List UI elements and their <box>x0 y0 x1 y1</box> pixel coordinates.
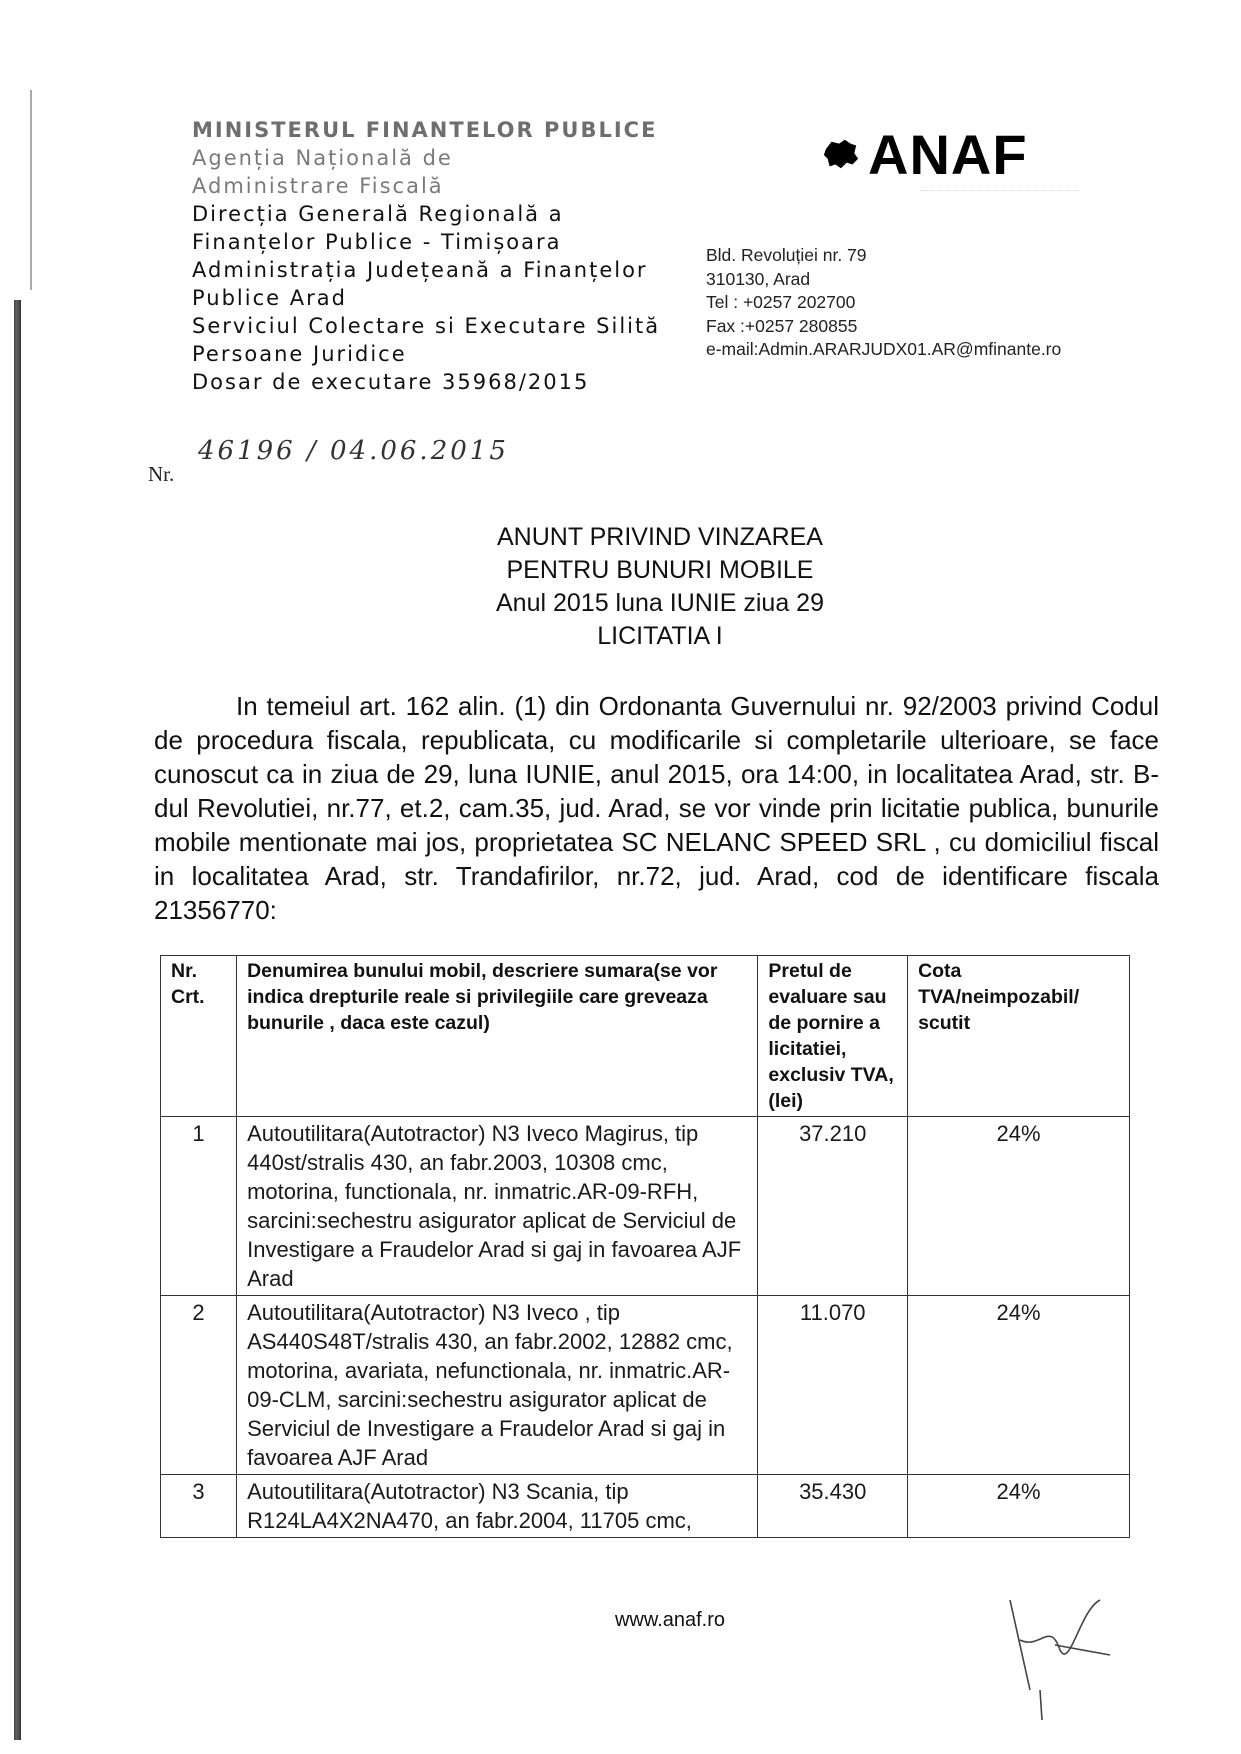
cell-description: Autoutilitara(Autotractor) N3 Iveco Magirus, tip 440st/stralis 430, an fabr.2003, 10308 cmc, motorina, functionala, nr. inmatric.AR-09-RFH, sarcini:sechestru asigurator aplicat de Serviciul de Investigare a Fraudelor Arad si gaj in favoarea AJF Arad <box>237 1117 758 1296</box>
service-line1: Serviciul Colectare si Executare Silită <box>192 314 661 338</box>
service-line2: Persoane Juridice <box>192 342 407 366</box>
cell-description: Autoutilitara(Autotractor) N3 Scania, tip R124LA4X2NA470, an fabr.2004, 11705 cmc, <box>237 1475 758 1538</box>
cell-vat: 24% <box>908 1296 1130 1475</box>
header-description: Denumirea bunului mobil, descriere sumara(se vor indica drepturile reale si privilegiile care greveaza bunurile , daca este cazul) <box>237 956 758 1117</box>
scan-edge-artifact <box>30 90 32 290</box>
table-header-row <box>161 956 1130 1117</box>
cell-vat: 24% <box>908 1475 1130 1538</box>
cell-nr: 1 <box>161 1117 237 1296</box>
announcement-title <box>300 521 1020 653</box>
anaf-logo <box>822 125 1112 185</box>
romania-map-icon <box>822 136 860 174</box>
title-line1: ANUNT PRIVIND VINZAREA <box>497 523 823 551</box>
issuer-header <box>192 116 692 396</box>
title-line4: LICITATIA I <box>597 622 723 650</box>
header-vat: Cota TVA/neimpozabil/ scutit <box>908 956 1130 1117</box>
agency-name-line2: Administrare Fiscală <box>192 174 444 198</box>
enforcement-file-number: Dosar de executare 35968/2015 <box>192 370 590 394</box>
registration-number <box>148 436 509 510</box>
anaf-logo-text: ANAF <box>868 123 1028 186</box>
goods-table <box>160 955 1130 1538</box>
body-paragraph: In temeiul art. 162 alin. (1) din Ordonanta Guvernului nr. 92/2003 privind Codul de procedura fiscala, republicata, cu modificarile si completarile ulterioare, se face cunoscut ca in ziua de 29, luna IUNIE, anul 2015, ora 14:00, in localitatea Arad, str. B-dul Revolutiei, nr.77, et.2, cam.35, jud. Arad, se vor vinde prin licitatie publica, bunurile mobile mentionate mai jos, proprietatea SC NELANC SPEED SRL , cu domiciliul fiscal in localitatea Arad, str. Trandafirilor, nr.72, jud. Arad, cod de identificare fiscala 21356770: <box>154 691 1159 925</box>
contact-address: Bld. Revoluției nr. 79 <box>706 245 867 265</box>
logo-tagline-faded <box>920 190 1080 211</box>
title-line2: PENTRU BUNURI MOBILE <box>506 556 814 584</box>
agency-name-line1: Agenția Națională de <box>192 146 453 170</box>
cell-price: 35.430 <box>758 1475 908 1538</box>
header-price: Pretul de evaluare sau de pornire a licitatiei, exclusiv TVA, (lei) <box>758 956 908 1117</box>
cell-price: 11.070 <box>758 1296 908 1475</box>
cell-vat: 24% <box>908 1117 1130 1296</box>
cell-description: Autoutilitara(Autotractor) N3 Iveco , tip AS440S48T/stralis 430, an fabr.2002, 12882 cmc, motorina, avariata, nefunctionala, nr. inmatric.AR-09-CLM, sarcini:sechestru asigurator aplicat de Serviciul de Investigare a Fraudelor Arad si gaj in favoarea AJF Arad <box>237 1296 758 1475</box>
ministry-name: MINISTERUL FINANTELOR PUBLICE <box>192 118 658 142</box>
contact-postal-city: 310130, Arad <box>706 268 811 289</box>
cell-nr: 2 <box>161 1296 237 1475</box>
cell-nr: 3 <box>161 1475 237 1538</box>
directorate-line2: Finanțelor Publice - Timișoara <box>192 230 562 254</box>
handwritten-registration: 46196 / 04.06.2015 <box>198 436 509 466</box>
announcement-body <box>154 689 1159 927</box>
contact-block <box>706 244 1061 362</box>
cell-price: 37.210 <box>758 1117 908 1296</box>
registration-label: Nr. <box>148 462 175 486</box>
title-line3: Anul 2015 luna IUNIE ziua 29 <box>496 589 824 617</box>
table-row <box>161 1475 1130 1538</box>
handwritten-signature <box>1000 1580 1120 1720</box>
directorate-line1: Direcția Generală Regională a <box>192 202 564 226</box>
contact-fax: Fax :+0257 280855 <box>706 315 858 336</box>
contact-phone: Tel : +0257 202700 <box>706 292 856 312</box>
administration-line2: Publice Arad <box>192 286 347 310</box>
scan-edge-artifact <box>14 300 21 1740</box>
table-row <box>161 1117 1130 1296</box>
table-row <box>161 1296 1130 1475</box>
administration-line1: Administrația Județeană a Finanțelor <box>192 258 648 282</box>
footer-website: www.anaf.ro <box>614 1609 726 1631</box>
contact-email: e-mail:Admin.ARARJUDX01.AR@mfinante.ro <box>706 339 1062 359</box>
header-nr: Nr. Crt. <box>161 956 237 1117</box>
